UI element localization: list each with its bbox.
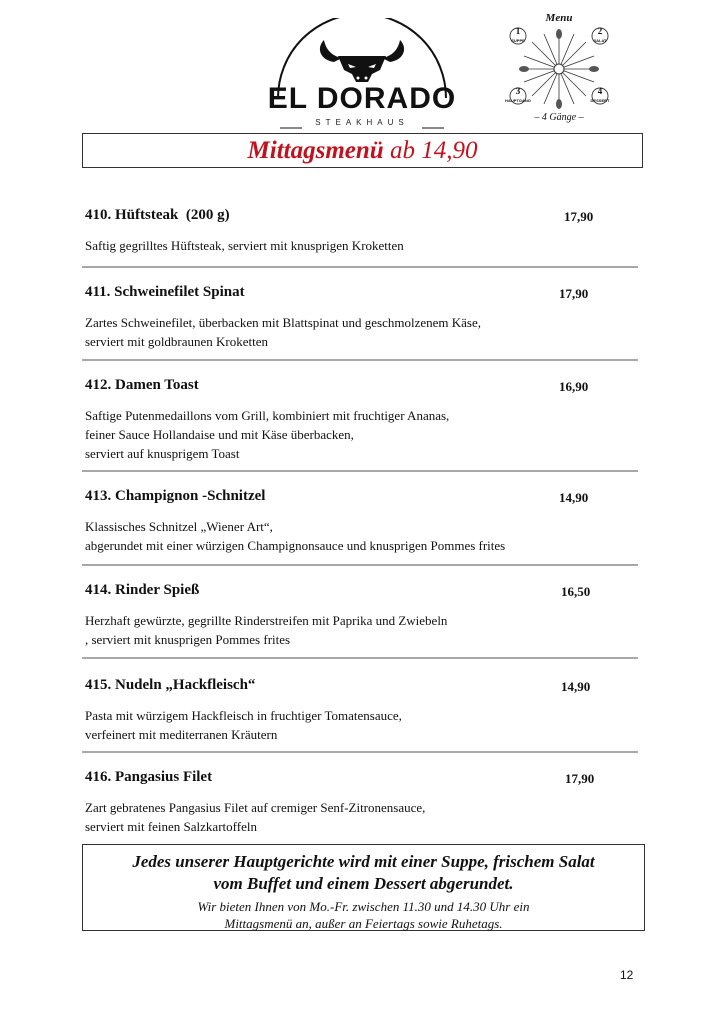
item-price: 16,90: [559, 379, 589, 394]
item-description: [85, 706, 610, 744]
item-description: [85, 313, 610, 351]
emblem-footer: – 4 Gänge –: [534, 112, 584, 123]
course-number: 4: [597, 86, 603, 96]
menu-emblem: [496, 8, 622, 130]
menu-note: [82, 844, 645, 931]
page-number: 12: [620, 968, 634, 982]
item-name: 410. Hüftsteak (200 g): [85, 207, 230, 223]
item-description: [85, 611, 610, 649]
menu-item: [85, 207, 610, 255]
item-name: 412. Damen Toast: [85, 377, 199, 393]
course-number: 2: [597, 26, 603, 36]
item-price: 17,90: [565, 771, 595, 786]
description-line: Klassisches Schnitzel „Wiener Art“,: [85, 519, 273, 534]
description-line: verfeinert mit mediterranen Kräutern: [85, 727, 278, 742]
item-description: [85, 517, 610, 555]
item-price: 14,90: [559, 490, 589, 505]
menu-item: [85, 488, 610, 555]
item-name: 411. Schweinefilet Spinat: [85, 284, 245, 300]
item-description: [85, 798, 610, 836]
divider: [82, 564, 638, 566]
description-line: Zart gebratenes Pangasius Filet auf cremiger Senf-Zitronensauce,: [85, 800, 426, 815]
divider: [82, 751, 638, 753]
menu-item: [85, 677, 610, 744]
note-details: [83, 898, 644, 932]
description-line: Zartes Schweinefilet, überbacken mit Blattspinat und geschmolzenem Käse,: [85, 315, 482, 330]
description-line: Pasta mit würzigem Hackfleisch in fruchtiger Tomatensauce,: [85, 708, 402, 723]
description-line: Saftig gegrilltes Hüftsteak, serviert mit knusprigen Kroketten: [85, 238, 404, 253]
divider: [82, 359, 638, 361]
page-title: [82, 133, 643, 168]
note-headline-line: vom Buffet und einem Dessert abgerundet.: [213, 874, 514, 893]
description-line: serviert auf knusprigem Toast: [85, 446, 240, 461]
title-main: Mittagsmenü: [247, 137, 384, 164]
item-description: [85, 236, 610, 255]
course-number: 3: [515, 86, 521, 96]
item-name: 415. Nudeln „Hackfleisch“: [85, 677, 256, 693]
menu-item: [85, 377, 610, 463]
description-line: Saftige Putenmedaillons vom Grill, kombiniert mit fruchtiger Ananas,: [85, 408, 450, 423]
note-headline: [83, 851, 644, 895]
course-number: 1: [515, 26, 521, 36]
note-detail-line: Wir bieten Ihnen von Mo.-Fr. zwischen 11.30 und 14.30 Uhr ein: [197, 899, 530, 914]
item-name: 414. Rinder Spieß: [85, 582, 200, 598]
emblem-title: Menu: [545, 12, 573, 24]
note-headline-line: Jedes unserer Hauptgerichte wird mit einer Suppe, frischem Salat: [132, 852, 595, 871]
menu-item: [85, 582, 610, 649]
course-label: DESSERT: [590, 98, 610, 103]
course-label: HAUPTGANG: [505, 98, 531, 103]
description-line: abgerundet mit einer würzigen Champignonsauce und knusprigen Pommes frites: [85, 538, 506, 553]
menu-item: [85, 769, 610, 836]
item-name: 416. Pangasius Filet: [85, 769, 213, 785]
course-label: SALAT: [593, 38, 607, 43]
title-price: ab 14,90: [383, 137, 478, 164]
item-price: 17,90: [559, 286, 589, 301]
divider: [82, 470, 638, 472]
brand-subtitle: STEAKHAUS: [315, 118, 409, 127]
brand-name: EL DORADO: [267, 82, 457, 115]
note-detail-line: Mittagsmenü an, außer an Feiertags sowie Ruhetags.: [224, 916, 503, 931]
item-price: 17,90: [564, 209, 594, 224]
description-line: , serviert mit knusprigen Pommes frites: [85, 632, 291, 647]
menu-item: [85, 284, 610, 351]
el-dorado-logo: [262, 18, 462, 130]
course-label: SUPPE: [511, 38, 525, 43]
description-line: Herzhaft gewürzte, gegrillte Rinderstreifen mit Paprika und Zwiebeln: [85, 613, 448, 628]
item-description: [85, 406, 610, 463]
description-line: serviert mit feinen Salzkartoffeln: [85, 819, 257, 834]
item-price: 14,90: [561, 679, 591, 694]
item-price: 16,50: [561, 584, 591, 599]
description-line: serviert mit goldbraunen Kroketten: [85, 334, 269, 349]
description-line: feiner Sauce Hollandaise und mit Käse überbacken,: [85, 427, 354, 442]
item-name: 413. Champignon -Schnitzel: [85, 488, 266, 504]
divider: [82, 266, 638, 268]
divider: [82, 657, 638, 659]
